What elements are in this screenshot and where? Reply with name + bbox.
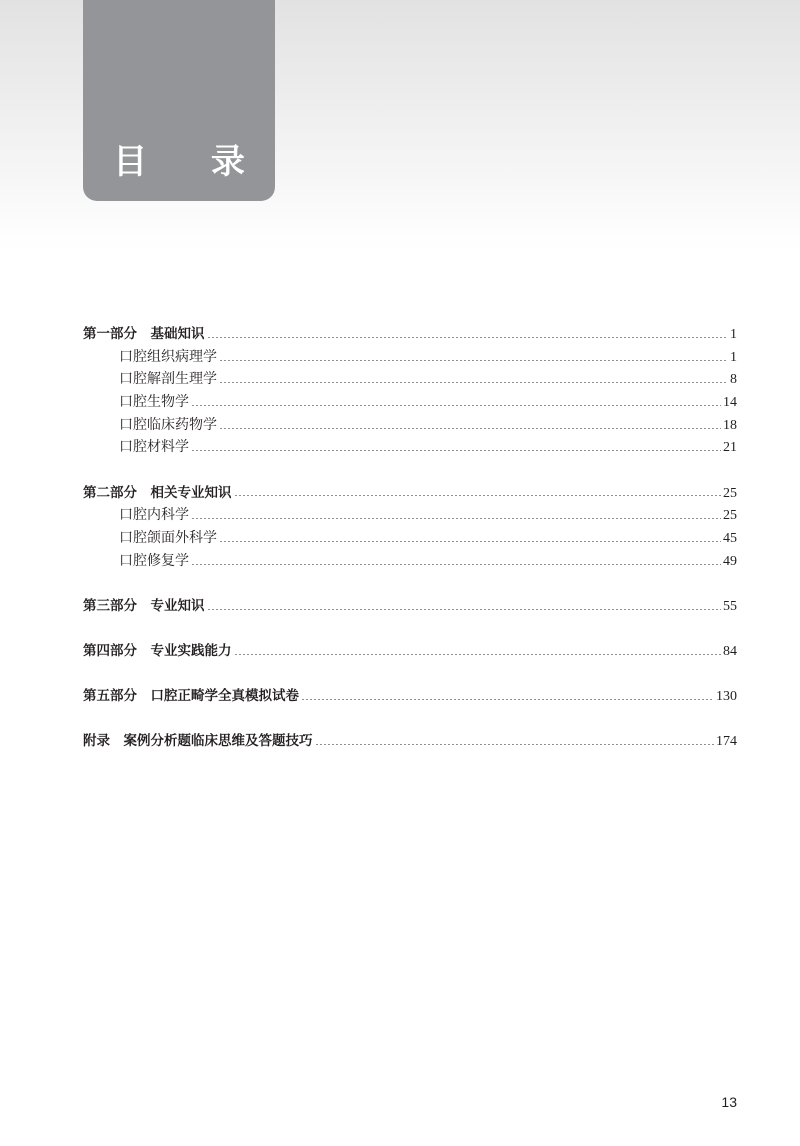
toc-item[interactable] (83, 368, 737, 391)
dot-leader (191, 450, 721, 451)
dot-leader (191, 518, 721, 519)
page-number: 13 (721, 1094, 737, 1110)
toc-part-5[interactable] (83, 685, 737, 708)
toc-page-number: 1 (730, 349, 737, 365)
section-gap (83, 708, 737, 731)
dot-leader (207, 337, 729, 338)
toc-item[interactable] (83, 550, 737, 573)
toc-item[interactable] (83, 391, 737, 414)
dot-leader (191, 564, 721, 565)
toc-page-number: 25 (723, 508, 737, 524)
toc-item[interactable] (83, 504, 737, 527)
dot-leader (219, 541, 721, 542)
toc-page-number: 8 (730, 372, 737, 388)
toc-part-4[interactable] (83, 640, 737, 663)
dot-leader (219, 360, 728, 361)
toc-item-label: 口腔组织病理学 (119, 348, 217, 365)
toc-page-number: 1 (730, 327, 737, 342)
dot-leader (315, 744, 715, 745)
dot-leader (219, 428, 721, 429)
dot-leader (301, 699, 714, 700)
toc-item[interactable] (83, 414, 737, 437)
dot-leader (219, 382, 728, 383)
section-gap (83, 663, 737, 686)
toc-item-label: 口腔临床药物学 (119, 416, 217, 433)
toc-item[interactable] (83, 527, 737, 550)
toc-item-label: 口腔修复学 (119, 552, 189, 569)
dot-leader (234, 654, 722, 655)
toc-page-number: 49 (723, 553, 737, 569)
toc-page-number: 14 (723, 395, 737, 411)
dot-leader (191, 405, 721, 406)
toc-item-label: 口腔解剖生理学 (119, 371, 217, 388)
section-gap (83, 459, 737, 482)
toc-part-label: 第二部分 相关专业知识 (83, 484, 232, 501)
toc-page-number: 21 (723, 440, 737, 456)
table-of-contents (83, 323, 737, 753)
toc-item[interactable] (83, 346, 737, 369)
toc-part-2[interactable] (83, 482, 737, 505)
toc-page-number: 130 (716, 689, 737, 705)
toc-page-number: 18 (723, 417, 737, 433)
dot-leader (207, 609, 722, 610)
toc-part-label: 第一部分 基础知识 (83, 326, 205, 342)
toc-item-label: 口腔材料学 (119, 439, 189, 456)
toc-appendix[interactable] (83, 730, 737, 753)
section-gap (83, 618, 737, 641)
toc-page-number: 25 (723, 485, 737, 501)
toc-part-3[interactable] (83, 595, 737, 618)
toc-part-label: 第五部分 口腔正畸学全真模拟试卷 (83, 688, 299, 705)
toc-part-label: 附录 案例分析题临床思维及答题技巧 (83, 733, 313, 750)
toc-part-1[interactable] (83, 323, 737, 346)
toc-part-label: 第四部分 专业实践能力 (83, 643, 232, 660)
toc-item-label: 口腔颌面外科学 (119, 530, 217, 546)
page-title: 目 录 (113, 142, 271, 182)
toc-page-number: 174 (716, 734, 737, 750)
toc-part-label: 第三部分 专业知识 (83, 597, 205, 614)
title-tab (83, 0, 275, 201)
section-gap (83, 572, 737, 595)
toc-page-number: 84 (723, 644, 737, 660)
toc-item-label: 口腔内科学 (119, 507, 189, 524)
toc-item-label: 口腔生物学 (119, 394, 189, 411)
toc-page-number: 55 (723, 598, 737, 614)
toc-item[interactable] (83, 436, 737, 459)
toc-page-number: 45 (723, 531, 737, 546)
dot-leader (234, 495, 722, 496)
